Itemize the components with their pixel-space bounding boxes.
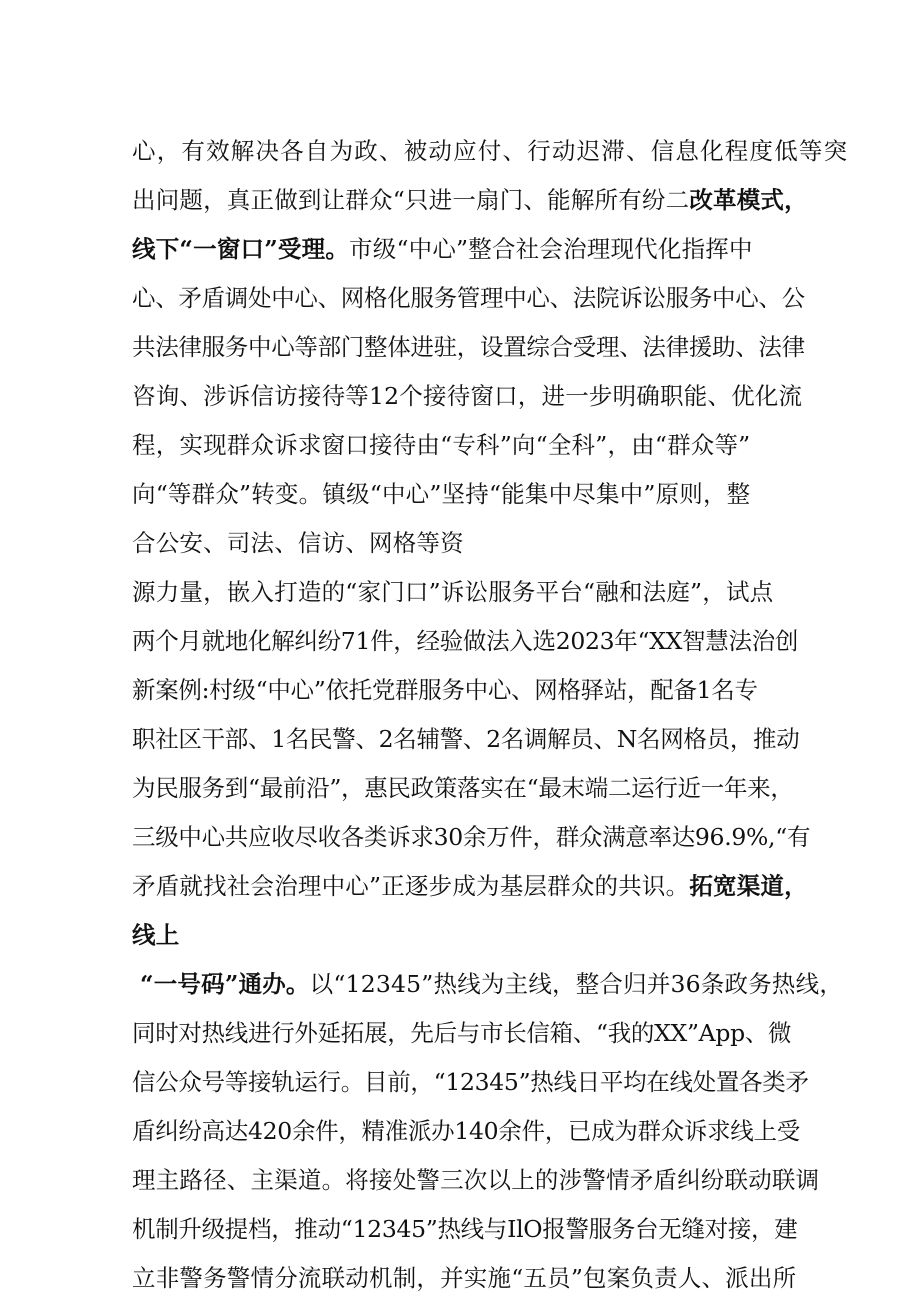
text-segment: 出问题，真正做到让群众“只进一扇门、能解所有纷二: [132, 186, 690, 214]
text-line: 心、矛盾调处中心、网格化服务管理中心、法院诉讼服务中心、公: [132, 284, 805, 312]
text-line: 盾纠纷高达420余件，精准派办140余件，已成为群众诉求线上受: [132, 1117, 800, 1145]
bold-heading: 线下“一窗口”受理。: [132, 235, 350, 263]
text-line: 理主路径、主渠道。将接处警三次以上的涉警情矛盾纠纷联动联调: [132, 1166, 820, 1194]
text-segment: 以“12345”热线为主线，整合归并36条政务热线，: [309, 970, 844, 998]
text-line: 合公安、司法、信访、网格等资: [132, 529, 464, 557]
text-segment: 市级“中心”整合社会治理现代化指挥中: [349, 235, 753, 263]
text-line: 咨询、涉诉信访接待等12个接待窗口，进一步明确职能、优化流: [132, 382, 803, 410]
bold-heading: “一号码”通办。: [140, 970, 310, 998]
text-line: 立非警务警情分流联动机制，并实施“五员”包案负责人、派出所: [132, 1264, 797, 1292]
text-segment: 矛盾就找社会治理中心”正逐步成为基层群众的共识。: [132, 872, 690, 900]
text-line: [132, 225, 802, 274]
text-line: 职社区干部、1名民警、2名辅警、2名调解员、N名网格员，推动: [132, 725, 800, 753]
text-line: 信公众号等接轨运行。目前，“12345”热线日平均在线处置各类矛: [132, 1068, 809, 1096]
body-text: [132, 127, 849, 1303]
text-line: 为民服务到“最前沿”，惠民政策落实在“最末端二运行近一年来，: [132, 774, 794, 802]
text-line: 新案例:村级“中心”依托党群服务中心、网格驿站，配备1名专: [132, 676, 758, 704]
text-line: 三级中心共应收尽收各类诉求30余万件，群众满意率达96.9%,“有: [132, 823, 811, 851]
text-line: 程，实现群众诉求窗口接待由“专科”向“全科”，由“群众等”: [132, 431, 751, 459]
text-line: [132, 960, 844, 1009]
bold-heading: 改革模式，: [689, 186, 808, 214]
text-line: 机制升级提档，推动“12345”热线与IlO报警服务台无缝对接，建: [132, 1215, 798, 1243]
text-line: 源力量，嵌入打造的“家门口”诉讼服务平台“融和法庭”，试点: [132, 578, 774, 606]
text-line: 共法律服务中心等部门整体进驻，设置综合受理、法律援助、法律: [132, 333, 805, 361]
bold-heading: 拓宽渠道，: [689, 872, 808, 900]
text-line: [132, 911, 802, 960]
text-line: 向“等群众”转变。镇级“中心”坚持“能集中尽集中”原则，整: [132, 480, 751, 508]
text-line: 两个月就地化解纠纷71件，经验做法入选2023年“XX智慧法治创: [132, 627, 799, 655]
text-line: [132, 862, 808, 911]
text-line: [132, 176, 808, 225]
text-line: 同时对热线进行外延拓展，先后与市长信箱、“我的XX”App、微: [132, 1019, 792, 1047]
text-line: 心，有效解决各自为政、被动应付、行动迟滞、信息化程度低等突: [132, 137, 849, 165]
bold-heading: 线上: [132, 921, 180, 949]
